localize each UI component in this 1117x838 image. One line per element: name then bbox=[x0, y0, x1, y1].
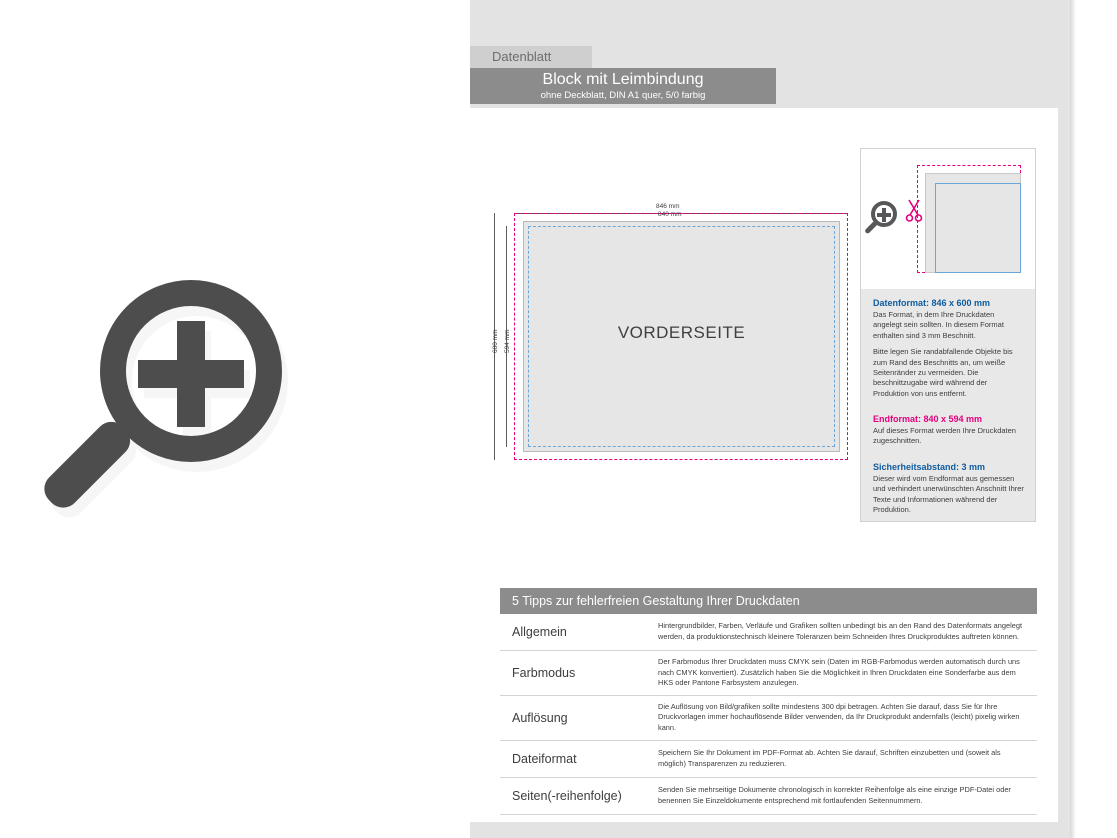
legend-datenformat-heading: Datenformat: 846 x 600 mm bbox=[873, 298, 991, 308]
table-row bbox=[500, 741, 1037, 778]
page-side-label: VORDERSEITE bbox=[617, 323, 746, 342]
table-row bbox=[500, 651, 1037, 696]
legend-sicherheitsabstand-text: Dieser wird vom Endformat aus gemessen und verhindert unerwünschten Anschnitt Ihrer Texte und Informationen während der Produktion. bbox=[873, 474, 1024, 515]
dim-label-top-inner: 840 mm bbox=[658, 211, 682, 218]
tips-heading: 5 Tipps zur fehlerfreien Gestaltung Ihrer Druckdaten bbox=[500, 588, 1037, 614]
scissors-icon bbox=[905, 197, 923, 223]
dim-label-left-inner: 594 mm bbox=[504, 329, 511, 353]
sheet-bottom-band bbox=[470, 822, 1070, 838]
tips-row-label: Auflösung bbox=[512, 710, 568, 725]
tips-row-label: Allgemein bbox=[512, 625, 567, 639]
page-edge-shadow bbox=[1070, 0, 1076, 838]
sheet-side-band bbox=[1058, 108, 1070, 822]
table-row bbox=[500, 778, 1037, 815]
magnifier-plus-icon-small bbox=[871, 201, 905, 235]
tips-row-desc: Der Farbmodus Ihrer Druckdaten muss CMYK sein (Daten im RGB-Farbmodus werden automatisch durch uns nach CMYK konvertiert). Zusätzlich haben Sie die Möglichkeit in Ihren Druckdaten eine Sonderfarbe aus dem HKS oder Pantone Farbsystem anzulegen. bbox=[658, 657, 1020, 688]
datasheet-document bbox=[470, 0, 1070, 838]
legend-sicherheitsabstand bbox=[873, 461, 1025, 516]
tab-datenblatt[interactable]: Datenblatt bbox=[470, 46, 592, 68]
legend-datenformat-text1: Das Format, in dem Ihre Druckdaten angelegt sein sollten. In diesem Format enthalten sind 3 mm Beschnitt. bbox=[873, 310, 1004, 340]
magnifier-plus-vertical bbox=[177, 321, 205, 427]
legend-preview-area bbox=[861, 149, 1035, 289]
legend-sicherheitsabstand-heading: Sicherheitsabstand: 3 mm bbox=[873, 462, 986, 472]
table-row bbox=[500, 696, 1037, 741]
mini-safety-outline bbox=[935, 183, 1021, 273]
page-title: Block mit Leimbindung bbox=[542, 71, 704, 88]
tips-row-label: Dateiformat bbox=[512, 751, 577, 766]
tips-row-label: Seiten(-reihenfolge) bbox=[512, 788, 622, 803]
magnifier-plus-icon bbox=[100, 280, 320, 540]
tips-row-desc: Die Auflösung von Bild/grafiken sollte mindestens 300 dpi betragen. Achten Sie darauf, dass Sie für Ihre Druckvorlagen immer hochauflösende Bilder verwenden, da Ihr Druckprodukt andernfalls (leicht) pixelig wirken kann. bbox=[658, 701, 1020, 732]
tips-row-label: Farbmodus bbox=[512, 665, 576, 680]
legend-datenformat-text2: Bitte legen Sie randabfallende Objekte bis zum Rand des Beschnitts an, um weiße Seitenränder zu vermeiden. Die beschnittzugabe wird während der Produktion von uns entfernt. bbox=[873, 347, 1013, 398]
dim-label-left-outer: 600 mm bbox=[492, 329, 499, 353]
tips-row-desc: Speichern Sie Ihr Dokument im PDF-Format ab. Achten Sie darauf, Schriften einzubetten und (soweit als möglich) Transparenzen zu reduzieren. bbox=[658, 747, 1001, 768]
legend-panel bbox=[860, 148, 1036, 522]
legend-datenformat bbox=[873, 297, 1025, 399]
legend-endformat bbox=[873, 413, 1025, 447]
tips-row-desc: Senden Sie mehrseitige Dokumente chronologisch in korrekter Reihenfolge als eine einzige PDF-Datei oder benennen Sie Einzeldokumente entsprechend mit fortlaufenden Seitennummern. bbox=[658, 784, 1011, 805]
document-title-bar bbox=[470, 68, 776, 104]
tips-table bbox=[500, 588, 1037, 815]
legend-endformat-heading: Endformat: 840 x 594 mm bbox=[873, 414, 983, 424]
table-row bbox=[500, 614, 1037, 651]
tips-row-desc: Hintergrundbilder, Farben, Verläufe und Grafiken sollten unbedingt bis an den Rand des Datenformats angelegt werden, da produktionstechnisch kleinere Toleranzen beim Schneiden Ihres Druckproduktes auftreten können. bbox=[658, 621, 1023, 641]
format-drawing bbox=[486, 205, 858, 465]
legend-mini-diagram bbox=[917, 165, 1021, 273]
page-subtitle: ohne Deckblatt, DIN A1 quer, 5/0 farbig bbox=[540, 90, 706, 101]
legend-endformat-text: Auf dieses Format werden Ihre Druckdaten zugeschnitten. bbox=[873, 426, 1016, 446]
dim-label-top-outer: 846 mm bbox=[656, 203, 680, 210]
